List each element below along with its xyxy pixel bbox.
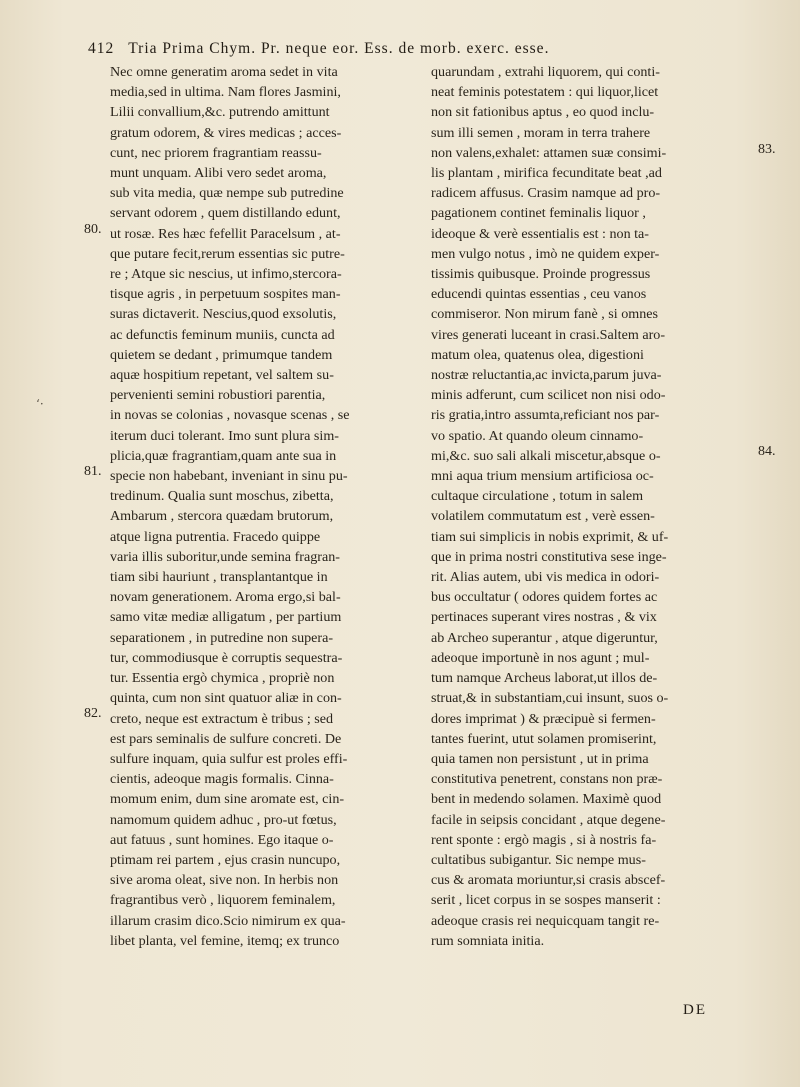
text-line: adeoque crasis rei nequicquam tangit re-: [431, 912, 660, 929]
text-line: Lilii convallium,&c. putrendo amittunt: [110, 104, 330, 121]
text-line: samo vitæ mediæ alligatum , per partium: [110, 609, 342, 626]
text-line: matum olea, quatenus olea, digestioni: [431, 346, 644, 363]
margin-number-81: 81.: [84, 464, 102, 479]
text-line: in novas se colonias , novasque scenas , se: [110, 407, 350, 424]
margin-number-82: 82.: [84, 706, 102, 721]
text-line: constitutiva penetrent, constans non præ-: [431, 771, 663, 788]
text-line: quietem se dedant , primumque tandem: [110, 346, 333, 363]
text-line: atque ligna putrentia. Fracedo quippe: [110, 528, 321, 545]
text-line: suras dictaverit. Nescius,quod exsolutis,: [110, 306, 337, 323]
left-column: [110, 62, 410, 951]
text-line: que in prima nostri constitutiva sese inge-: [431, 548, 667, 565]
text-line: libet planta, vel femine, itemq; ex trunco: [110, 932, 340, 949]
text-line: tum namque Archeus laborat,ut illos de-: [431, 670, 658, 687]
text-line: specie non habebant, inveniant in sinu pu-: [110, 468, 348, 485]
text-line: pertinaces superant vires nostras , & vix: [431, 609, 657, 626]
text-line: plicia,quæ fragrantiam,quam ante sua in: [110, 447, 337, 464]
text-line: volatilem commutatum est , verè essen-: [431, 508, 655, 525]
text-line: cultatibus subigantur. Sic nempe mus-: [431, 851, 646, 868]
text-line: rum somniata initia.: [431, 932, 545, 949]
text-line: tantes fuerint, utut solamen promiserint,: [431, 730, 657, 747]
text-line: est pars seminalis de sulfure concreti. De: [110, 730, 342, 747]
text-line: cultaque circulatione , totum in salem: [431, 488, 644, 505]
text-line: aut fatuus , sunt homines. Ego itaque o-: [110, 831, 334, 848]
text-line: tur. Essentia ergò chymica , propriè non: [110, 670, 335, 687]
text-line: tredinum. Qualia sunt moschus, zibetta,: [110, 488, 334, 505]
text-line: ab Archeo superantur , atque digeruntur,: [431, 629, 658, 646]
text-line: munt unquam. Alibi vero sedet aroma,: [110, 165, 327, 182]
text-line: dores imprimat ) & præcipuè si fermen-: [431, 710, 656, 727]
text-line: educendi quintas essentias , ceu vanos: [431, 286, 647, 303]
text-line: creto, neque est extractum è tribus ; sed: [110, 710, 334, 727]
text-line: varia illis suboritur,unde semina fragran-: [110, 548, 340, 565]
text-line: non sit fationibus aptus , eo quod inclu-: [431, 104, 655, 121]
text-line: ideoque & verè essentialis est : non ta-: [431, 225, 649, 242]
margin-number-83: 83.: [758, 142, 776, 157]
text-line: separationem , in putredine non supera-: [110, 629, 334, 646]
text-line: sive aroma oleat, sive non. In herbis non: [110, 872, 339, 889]
text-line: nostræ reluctantia,ac invicta,parum juva-: [431, 367, 662, 384]
text-line: bus occultatur ( odores quidem fortes ac: [431, 589, 658, 606]
text-line: novam generationem. Aroma ergo,si bal-: [110, 589, 341, 606]
text-line: tisque agris , in perpetuum sospites man-: [110, 286, 341, 303]
text-line: iterum duci tolerant. Imo sunt plura sim-: [110, 427, 339, 444]
text-line: tiam sui simplicis in nobis exprimit, & uf-: [431, 528, 669, 545]
text-line: Ambarum , stercora quædam brutorum,: [110, 508, 334, 525]
text-line: vires generati luceant in crasi.Saltem aro-: [431, 326, 666, 343]
text-line: ris gratia,intro assumta,reficiant nos par-: [431, 407, 660, 424]
text-line: sub vita media, quæ nempe sub putredine: [110, 185, 344, 202]
text-line: quinta, cum non sint quatuor aliæ in con-: [110, 690, 342, 707]
text-line: media,sed in ultima. Nam flores Jasmini,: [110, 84, 341, 101]
text-line: rent sponte : ergò magis , si à nostris fa-: [431, 831, 657, 848]
text-line: servant odorem , quem distillando edunt,: [110, 205, 341, 222]
text-line: cunt, nec priorem fragrantiam reassu-: [110, 144, 322, 161]
text-line: commiseror. Non mirum fanè , si omnes: [431, 306, 659, 323]
margin-ink-mark: ‘·: [36, 397, 44, 411]
text-line: vo spatio. At quando oleum cinnamo-: [431, 427, 644, 444]
text-line: aquæ hospitium repetant, vel saltem su-: [110, 367, 334, 384]
text-line: sum illi semen , moram in terra trahere: [431, 124, 651, 141]
text-line: pagationem continet feminalis liquor ,: [431, 205, 646, 222]
text-line: Nec omne generatim aroma sedet in vita: [110, 64, 338, 80]
margin-number-84: 84.: [758, 444, 776, 459]
text-line: mi,&c. suo sali alkali miscetur,absque o-: [431, 447, 661, 464]
page-number: 412: [88, 40, 115, 57]
text-line: ut rosæ. Res hæc fefellit Paracelsum , at-: [110, 225, 341, 242]
text-line: adeoque importunè in nos agunt ; mul-: [431, 649, 650, 666]
text-line: struat,& in substantiam,cui insunt, suos o-: [431, 690, 669, 707]
text-line: quia tamen non persistunt , ut in prima: [431, 750, 649, 767]
text-line: illarum crasim dico.Scio nimirum ex qua-: [110, 912, 346, 929]
text-line: pervenienti semini robustiori parentia,: [110, 387, 326, 404]
text-line: sulfure inquam, quia sulfur est proles effi-: [110, 750, 348, 767]
text-line: neat feminis potestatem : qui liquor,licet: [431, 84, 659, 101]
text-line: quarundam , extrahi liquorem, qui conti-: [431, 64, 660, 80]
text-line: tur, commodiusque è corruptis sequestra-: [110, 649, 343, 666]
text-line: ac defunctis feminum muniis, cuncta ad: [110, 326, 335, 343]
text-line: non valens,exhalet: attamen suæ consimi-: [431, 144, 667, 161]
running-title: Tria Prima Chym. Pr. neque eor. Ess. de morb. exerc. esse.: [128, 40, 550, 57]
text-line: men vulgo notus , imò ne quidem exper-: [431, 245, 660, 262]
running-head: [88, 40, 788, 58]
text-line: serit , licet corpus in se sospes manserit :: [431, 892, 661, 909]
right-column: [431, 62, 746, 951]
text-line: gratum odorem, & vires medicas ; acces-: [110, 124, 342, 141]
text-line: minis adferunt, cum scilicet non nisi odo-: [431, 387, 666, 404]
text-line: tiam sibi hauriunt , transplantantque in: [110, 569, 328, 586]
text-line: radicem affusus. Crasim namque ad pro-: [431, 185, 661, 202]
text-line: lis plantam , mirifica fecunditate beat ,ad: [431, 165, 662, 182]
text-line: namomum quidem adhuc , pro-ut fœtus,: [110, 811, 337, 828]
text-line: tissimis quibusque. Proinde progressus: [431, 266, 651, 283]
margin-number-80: 80.: [84, 222, 102, 237]
text-line: cus & aromata moriuntur,si crasis abscef-: [431, 872, 666, 889]
text-line: rit. Alias autem, ubi vis medica in odori-: [431, 569, 660, 586]
catchword: DE: [683, 1002, 707, 1018]
text-line: fragrantibus verò , liquorem feminalem,: [110, 892, 336, 909]
text-line: momum enim, dum sine aromate est, cin-: [110, 791, 345, 808]
text-line: que putare fecit,rerum essentias sic putre-: [110, 245, 345, 262]
text-line: mni aqua trium mensium artificiosa oc-: [431, 468, 654, 485]
text-line: re ; Atque sic nescius, ut infimo,stercora-: [110, 266, 342, 283]
text-line: bent in medendo solamen. Maximè quod: [431, 791, 662, 808]
text-line: cientis, adeoque magis formalis. Cinna-: [110, 771, 334, 788]
text-line: facile in seipsis concidant , atque degene-: [431, 811, 666, 828]
text-line: ptimam rei partem , ejus crasin nuncupo,: [110, 851, 341, 868]
